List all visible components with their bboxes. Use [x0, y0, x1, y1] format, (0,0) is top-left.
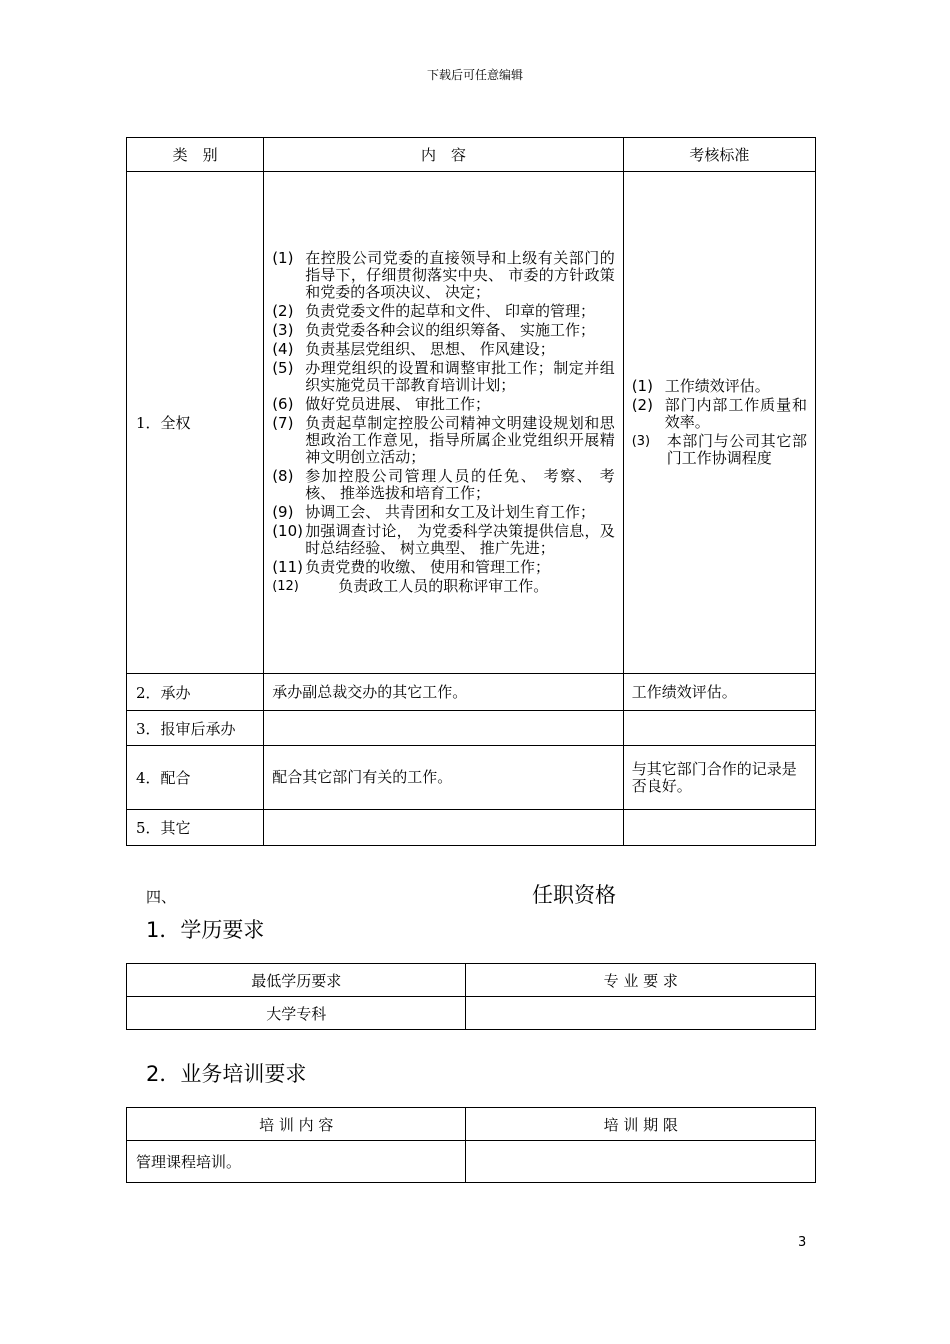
table-row: [127, 172, 816, 674]
standard-cell: [623, 172, 815, 674]
standard-cell: [623, 711, 815, 746]
table-row: [127, 997, 816, 1030]
category-cell: 1．全权: [127, 172, 264, 674]
list-item: (9) 协调工会、 共青团和女工及计划生育工作；: [272, 503, 595, 521]
content-cell: [264, 711, 624, 746]
major-value: [466, 997, 816, 1030]
header-major: 专 业 要 求: [466, 964, 816, 997]
table-row: [127, 674, 816, 711]
list-item: (3) 负责党委各种会议的组织筹备、 实施工作；: [272, 321, 595, 339]
table-header-row: [127, 964, 816, 997]
list-item: (5) 办理党组织的设置和调整审批工作；制定并组织实施党员干部教育培训计划；: [272, 359, 615, 394]
header-standard: 考核标准: [623, 138, 815, 172]
table-row: [127, 711, 816, 746]
training-period-value: [466, 1141, 816, 1183]
table-row: [127, 746, 816, 810]
education-heading: 1．学历要求: [146, 918, 265, 942]
category-cell: 3．报审后承办: [127, 711, 264, 746]
table-row: [127, 1141, 816, 1183]
list-item: (3) 本部门与公司其它部门工作协调程度: [631, 432, 807, 467]
header-category: 类 别: [127, 138, 264, 172]
standard-cell: 工作绩效评估。: [623, 674, 815, 711]
category-cell: 2．承办: [127, 674, 264, 711]
table-row: [127, 810, 816, 846]
content-cell: [264, 172, 624, 674]
table-header-row: [127, 1108, 816, 1141]
content-cell: 承办副总裁交办的其它工作。: [264, 674, 624, 711]
table-header-row: [127, 138, 816, 172]
header-note: 下载后可任意编辑: [426, 68, 523, 82]
list-item: (10) 加强调查讨论， 为党委科学决策提供信息，及时总结经验、 树立典型、 推广先进；: [272, 522, 615, 557]
content-cell: 配合其它部门有关的工作。: [264, 746, 624, 810]
list-item: (6) 做好党员进展、 审批工作；: [272, 395, 490, 413]
list-item: (8) 参加控股公司管理人员的任免、 考察、 考核、 推举选拔和培育工作；: [272, 467, 615, 502]
training-heading: 2．业务培训要求: [146, 1062, 307, 1086]
header-min-education: 最低学历要求: [127, 964, 466, 997]
section-number: 四、: [146, 888, 177, 906]
list-item: (11) 负责党费的收缴、 使用和管理工作；: [272, 558, 550, 576]
list-item: (1) 在控股公司党委的直接领导和上级有关部门的指导下，仔细贯彻落实中央、 市委的方针政策和党委的各项决议、 决定；: [272, 249, 615, 301]
list-item: (4) 负责基层党组织、 思想、 作风建设；: [272, 340, 555, 358]
education-value: 大学专科: [127, 997, 466, 1030]
header-training-content: 培 训 内 容: [127, 1108, 466, 1141]
list-item: (1) 工作绩效评估。: [631, 377, 770, 395]
duty-table: [126, 137, 816, 846]
list-item: (2) 部门内部工作质量和效率。: [631, 396, 807, 431]
section-title: 任职资格: [532, 883, 616, 907]
standard-cell: 与其它部门合作的记录是否良好。: [623, 746, 815, 810]
category-cell: 4．配合: [127, 746, 264, 810]
standard-list: [632, 378, 807, 467]
standard-cell: [623, 810, 815, 846]
list-item: (7) 负责起草制定控股公司精神文明建设规划和思想政治工作意见，指导所属企业党组织开展精神文明创立活动；: [272, 414, 615, 466]
page-number: 3: [798, 1235, 807, 1250]
list-item: (12) 负责政工人员的职称评审工作。: [272, 577, 549, 595]
category-cell: 5．其它: [127, 810, 264, 846]
training-table: [126, 1107, 816, 1183]
list-item: (2) 负责党委文件的起草和文件、 印章的管理；: [272, 302, 595, 320]
content-cell: [264, 810, 624, 846]
header-content: 内 容: [264, 138, 624, 172]
training-content-value: 管理课程培训。: [127, 1141, 466, 1183]
header-training-period: 培 训 期 限: [466, 1108, 816, 1141]
education-table: [126, 963, 816, 1030]
duty-list: [272, 250, 615, 595]
